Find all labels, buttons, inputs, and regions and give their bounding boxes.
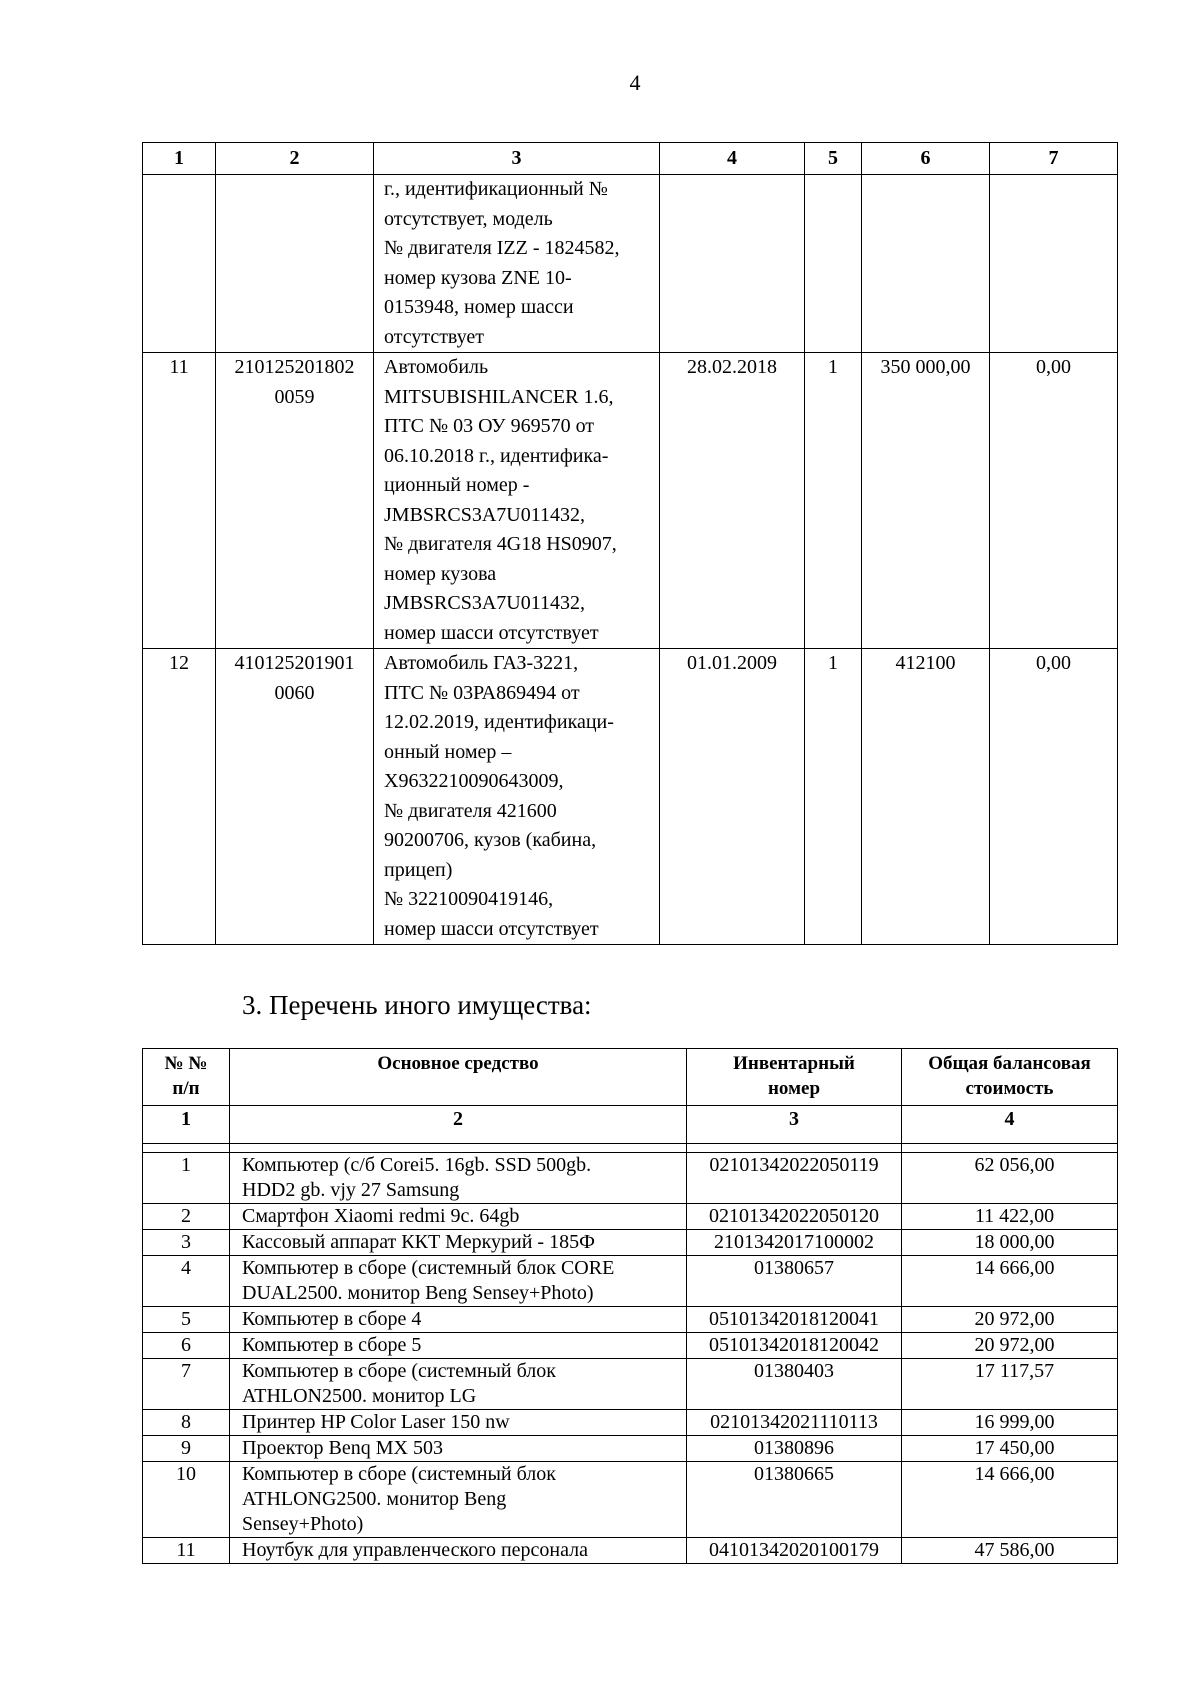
inventory-number: 02101342021110113 — [687, 1410, 902, 1436]
book-value: 412100 — [862, 649, 990, 945]
quantity — [805, 175, 862, 353]
table-row — [143, 1538, 1118, 1564]
inventory-number: 410125201901 0060 — [216, 649, 374, 945]
vehicles-col-3-header: 3 — [374, 143, 660, 175]
asset-name: Компьютер в сборе 4 — [230, 1307, 687, 1333]
inventory-number: 02101342022050120 — [687, 1204, 902, 1230]
spacer-cell — [143, 1144, 230, 1153]
column-number: 3 — [687, 1106, 902, 1144]
asset-name: Принтер HP Color Laser 150 nw — [230, 1410, 687, 1436]
book-value — [862, 175, 990, 353]
vehicles-col-1-header: 1 — [143, 143, 216, 175]
item-number: 9 — [143, 1436, 230, 1462]
vehicle-description: Автомобиль ГАЗ-3221, ПТС № 03РА869494 от 12.02.2019, идентификаци- онный номер – X9632210090643009, № двигателя 421600 90200706, кузов (кабина, прицеп) № 32210090419146, номер шасси отсутствует — [374, 649, 660, 945]
inventory-number: 2101342017100002 — [687, 1230, 902, 1256]
section-heading: 3. Перечень иного имущества: — [242, 990, 592, 1020]
vehicles-col-4-header: 4 — [660, 143, 805, 175]
vehicle-description: г., идентификационный № отсутствует, модель № двигателя IZZ - 1824582, номер кузова ZNE 10- 0153948, номер шасси отсутствует — [374, 175, 660, 353]
quantity: 1 — [805, 353, 862, 649]
quantity: 1 — [805, 649, 862, 945]
spacer-row — [143, 1144, 1118, 1153]
balance-cost: 14 666,00 — [902, 1256, 1118, 1307]
balance-cost: 11 422,00 — [902, 1204, 1118, 1230]
row-number: 11 — [143, 353, 216, 649]
vehicles-header-row — [143, 143, 1118, 175]
item-number: 2 — [143, 1204, 230, 1230]
row-number — [143, 175, 216, 353]
balance-cost: 20 972,00 — [902, 1307, 1118, 1333]
asset-name: Кассовый аппарат ККТ Меркурий - 185Ф — [230, 1230, 687, 1256]
book-value: 350 000,00 — [862, 353, 990, 649]
asset-name: Компьютер в сборе 5 — [230, 1333, 687, 1359]
spacer-cell — [230, 1144, 687, 1153]
property-header-row — [143, 1049, 1118, 1106]
table-row — [143, 1153, 1118, 1204]
balance-cost: 18 000,00 — [902, 1230, 1118, 1256]
item-number: 5 — [143, 1307, 230, 1333]
balance-cost: 17 117,57 — [902, 1359, 1118, 1410]
inventory-number: 05101342018120042 — [687, 1333, 902, 1359]
item-number: 7 — [143, 1359, 230, 1410]
column-number: 1 — [143, 1106, 230, 1144]
table-row — [143, 1307, 1118, 1333]
asset-name: Проектор Benq MX 503 — [230, 1436, 687, 1462]
table-row — [143, 353, 1118, 649]
residual-value: 0,00 — [990, 649, 1118, 945]
item-number: 11 — [143, 1538, 230, 1564]
table-row — [143, 649, 1118, 945]
inventory-number: 01380403 — [687, 1359, 902, 1410]
inventory-number: 02101342022050119 — [687, 1153, 902, 1204]
property-inventory-header: Инвентарный номер — [687, 1049, 902, 1106]
item-number: 6 — [143, 1333, 230, 1359]
column-number-row — [143, 1106, 1118, 1144]
spacer-cell — [902, 1144, 1118, 1153]
property-name-header: Основное средство — [230, 1049, 687, 1106]
asset-name: Компьютер в сборе (системный блок CORE DUAL2500. монитор Beng Sensey+Photo) — [230, 1256, 687, 1307]
balance-cost: 47 586,00 — [902, 1538, 1118, 1564]
asset-name: Компьютер (с/б Corei5. 16gb. SSD 500gb. HDD2 gb. vjy 27 Samsung — [230, 1153, 687, 1204]
property-cost-header: Общая балансовая стоимость — [902, 1049, 1118, 1106]
residual-value: 0,00 — [990, 353, 1118, 649]
asset-name: Компьютер в сборе (системный блок ATHLONG2500. монитор Beng Sensey+Photo) — [230, 1462, 687, 1538]
table-row — [143, 1230, 1118, 1256]
asset-name: Компьютер в сборе (системный блок ATHLON2500. монитор LG — [230, 1359, 687, 1410]
acquisition-date — [660, 175, 805, 353]
inventory-number: 210125201802 0059 — [216, 353, 374, 649]
residual-value — [990, 175, 1118, 353]
balance-cost: 16 999,00 — [902, 1410, 1118, 1436]
inventory-number: 01380657 — [687, 1256, 902, 1307]
row-number: 12 — [143, 649, 216, 945]
item-number: 4 — [143, 1256, 230, 1307]
vehicle-description: Автомобиль MITSUBISHILANCER 1.6, ПТС № 03 ОУ 969570 от 06.10.2018 г., идентифика- ционный номер - JMBSRCS3A7U011432, № двигателя 4G18 HS0907, номер кузова JMBSRCS3A7U011432, номер шасси отсутствует — [374, 353, 660, 649]
asset-name: Смартфон Xiaomi redmi 9c. 64gb — [230, 1204, 687, 1230]
item-number: 10 — [143, 1462, 230, 1538]
inventory-number: 04101342020100179 — [687, 1538, 902, 1564]
table-row — [143, 175, 1118, 353]
item-number: 3 — [143, 1230, 230, 1256]
inventory-number: 01380665 — [687, 1462, 902, 1538]
table-row — [143, 1436, 1118, 1462]
table-row — [143, 1204, 1118, 1230]
table-row — [143, 1462, 1118, 1538]
vehicles-table — [142, 142, 1118, 945]
table-row — [143, 1333, 1118, 1359]
item-number: 8 — [143, 1410, 230, 1436]
vehicles-col-2-header: 2 — [216, 143, 374, 175]
balance-cost: 14 666,00 — [902, 1462, 1118, 1538]
vehicles-col-6-header: 6 — [862, 143, 990, 175]
inventory-number: 05101342018120041 — [687, 1307, 902, 1333]
page-number: 4 — [629, 70, 641, 95]
column-number: 4 — [902, 1106, 1118, 1144]
table-row — [143, 1359, 1118, 1410]
table-row — [143, 1256, 1118, 1307]
column-number: 2 — [230, 1106, 687, 1144]
balance-cost: 20 972,00 — [902, 1333, 1118, 1359]
item-number: 1 — [143, 1153, 230, 1204]
inventory-number — [216, 175, 374, 353]
table-row — [143, 1410, 1118, 1436]
inventory-number: 01380896 — [687, 1436, 902, 1462]
vehicles-col-7-header: 7 — [990, 143, 1118, 175]
property-idx-header: № № п/п — [143, 1049, 230, 1106]
vehicles-col-5-header: 5 — [805, 143, 862, 175]
spacer-cell — [687, 1144, 902, 1153]
asset-name: Ноутбук для управленческого персонала — [230, 1538, 687, 1564]
balance-cost: 17 450,00 — [902, 1436, 1118, 1462]
balance-cost: 62 056,00 — [902, 1153, 1118, 1204]
property-table — [142, 1048, 1118, 1564]
acquisition-date: 28.02.2018 — [660, 353, 805, 649]
acquisition-date: 01.01.2009 — [660, 649, 805, 945]
